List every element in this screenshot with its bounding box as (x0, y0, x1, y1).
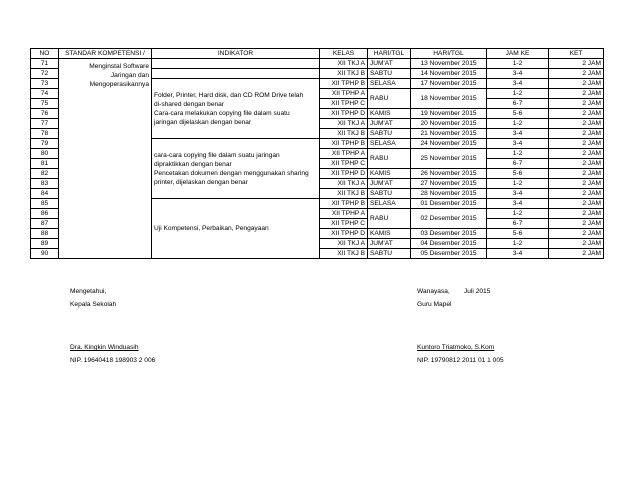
row-jam-ke: 3-4 (487, 79, 549, 89)
indikator-line: Pencetakan dokumen dengan menggunakan sharing (154, 169, 309, 177)
row-hari: RABU (368, 209, 411, 229)
row-hari: JUM'AT (368, 119, 411, 129)
row-jam-ke: 3-4 (487, 139, 549, 149)
row-kelas: XII TPHP A (320, 149, 368, 159)
row-kelas: XII TPHP C (320, 99, 368, 109)
row-kelas: XII TKJ B (320, 189, 368, 199)
header-standar-kompetensi: STANDAR KOMPETENSI / (59, 49, 152, 59)
row-hari: KAMIS (368, 109, 411, 119)
row-no: 82 (31, 169, 59, 179)
row-no: 86 (31, 209, 59, 219)
schedule-table-body (31, 59, 604, 259)
row-tanggal: 05 Desember 2015 (411, 249, 487, 259)
row-hari: RABU (368, 149, 411, 169)
row-kelas: XII TPHP D (320, 169, 368, 179)
row-hari: KAMIS (368, 229, 411, 239)
row-ket: 2 JAM (549, 159, 604, 169)
row-hari: SABTU (368, 69, 411, 79)
headmaster-role: Kepala Sekolah (70, 301, 117, 308)
header-jam-ke: JAM KE (487, 49, 549, 59)
row-kelas: XII TPHP B (320, 199, 368, 209)
row-tanggal: 18 November 2015 (411, 89, 487, 109)
row-ket: 2 JAM (549, 229, 604, 239)
row-jam-ke: 3-4 (487, 249, 549, 259)
standar-kompetensi-text (61, 59, 149, 89)
row-jam-ke: 6-7 (487, 219, 549, 229)
row-tanggal: 24 November 2015 (411, 139, 487, 149)
row-jam-ke: 5-6 (487, 169, 549, 179)
row-hari: KAMIS (368, 169, 411, 179)
row-tanggal: 02 Desember 2015 (411, 209, 487, 229)
row-tanggal: 03 Desember 2015 (411, 229, 487, 239)
row-tanggal: 27 November 2015 (411, 179, 487, 189)
row-no: 87 (31, 219, 59, 229)
row-tanggal: 13 November 2015 (411, 59, 487, 69)
date-text: Juli 2015 (464, 288, 491, 295)
row-ket: 2 JAM (549, 219, 604, 229)
indikator-line: Cara-cara melakukan copying file dalam suatu (154, 109, 290, 117)
header-no: NO (31, 49, 59, 59)
row-no: 74 (31, 89, 59, 99)
row-ket: 2 JAM (549, 119, 604, 129)
row-kelas: XII TPHP D (320, 109, 368, 119)
row-jam-ke: 5-6 (487, 109, 549, 119)
row-tanggal: 01 Desember 2015 (411, 199, 487, 209)
row-hari: JUM'AT (368, 239, 411, 249)
row-tanggal: 28 November 2015 (411, 189, 487, 199)
row-tanggal: 17 November 2015 (411, 79, 487, 89)
row-kelas: XII TKJ A (320, 239, 368, 249)
row-jam-ke: 1-2 (487, 239, 549, 249)
indikator-empty-cell (152, 59, 320, 69)
row-kelas: XII TPHP D (320, 229, 368, 239)
indikator-line: Folder, Printer, Hard disk, dan CD ROM Drive telah (154, 91, 304, 99)
row-ket: 2 JAM (549, 199, 604, 209)
row-no: 79 (31, 139, 59, 149)
row-jam-ke: 6-7 (487, 99, 549, 109)
schedule-document (30, 48, 603, 259)
row-no: 85 (31, 199, 59, 209)
row-tanggal: 14 November 2015 (411, 69, 487, 79)
row-jam-ke: 1-2 (487, 119, 549, 129)
indikator-cell (152, 79, 320, 139)
row-jam-ke: 3-4 (487, 199, 549, 209)
row-jam-ke: 3-4 (487, 129, 549, 139)
header-tgl: HARI/TGL (411, 49, 487, 59)
place-text: Wanayasa, (417, 288, 450, 295)
row-kelas: XII TPHP C (320, 219, 368, 229)
row-kelas: XII TKJ A (320, 119, 368, 129)
row-kelas: XII TKJ A (320, 59, 368, 69)
row-tanggal: 04 Desember 2015 (411, 239, 487, 249)
indikator-cell (152, 199, 320, 259)
headmaster-name: Dra. Kingkin Winduasih (70, 344, 139, 351)
row-ket: 2 JAM (549, 189, 604, 199)
row-ket: 2 JAM (549, 169, 604, 179)
row-hari: SELASA (368, 79, 411, 89)
row-hari: SABTU (368, 189, 411, 199)
row-ket: 2 JAM (549, 109, 604, 119)
table-row (31, 59, 604, 69)
row-no: 89 (31, 239, 59, 249)
indikator-line: jaringan dijelaskan dengan benar (154, 118, 252, 126)
row-no: 73 (31, 79, 59, 89)
row-hari: SABTU (368, 129, 411, 139)
row-jam-ke: 6-7 (487, 159, 549, 169)
row-kelas: XII TKJ B (320, 249, 368, 259)
row-hari: JUM'AT (368, 59, 411, 69)
row-ket: 2 JAM (549, 129, 604, 139)
indikator-line: Uji Kompetensi, Perbaikan, Pengayaan (154, 225, 269, 232)
row-kelas: XII TPHP C (320, 159, 368, 169)
row-tanggal: 20 November 2015 (411, 119, 487, 129)
row-jam-ke: 1-2 (487, 59, 549, 69)
indikator-empty-cell (152, 69, 320, 79)
row-ket: 2 JAM (549, 249, 604, 259)
row-tanggal: 19 November 2015 (411, 109, 487, 119)
row-no: 83 (31, 179, 59, 189)
row-no: 77 (31, 119, 59, 129)
row-hari: RABU (368, 89, 411, 109)
row-hari: SELASA (368, 139, 411, 149)
header-indikator: INDIKATOR (152, 49, 320, 59)
row-no: 78 (31, 129, 59, 139)
row-jam-ke: 1-2 (487, 209, 549, 219)
teacher-role: Guru Mapel (417, 301, 452, 308)
header-hari: HARI/TGL (368, 49, 411, 59)
row-no: 84 (31, 189, 59, 199)
row-kelas: XII TPHP A (320, 209, 368, 219)
teacher-name: Kuntoro Triatmoko, S.Kom (417, 344, 495, 351)
row-ket: 2 JAM (549, 69, 604, 79)
row-kelas: XII TPHP A (320, 89, 368, 99)
row-jam-ke: 5-6 (487, 229, 549, 239)
row-ket: 2 JAM (549, 209, 604, 219)
schedule-table (30, 48, 604, 259)
row-tanggal: 21 November 2015 (411, 129, 487, 139)
row-no: 80 (31, 149, 59, 159)
standar-kompetensi-line: Menginstal Software (89, 63, 149, 70)
row-ket: 2 JAM (549, 79, 604, 89)
indikator-line: di-shared dengan benar (154, 100, 225, 108)
row-ket: 2 JAM (549, 139, 604, 149)
header-ket: KET (549, 49, 604, 59)
row-hari: SELASA (368, 199, 411, 209)
greeting-text: Mengetahui, (70, 288, 107, 295)
row-ket: 2 JAM (549, 149, 604, 159)
row-jam-ke: 1-2 (487, 149, 549, 159)
row-no: 81 (31, 159, 59, 169)
row-no: 72 (31, 69, 59, 79)
row-jam-ke: 1-2 (487, 179, 549, 189)
row-ket: 2 JAM (549, 179, 604, 189)
row-hari: JUM'AT (368, 179, 411, 189)
row-jam-ke: 3-4 (487, 69, 549, 79)
row-jam-ke: 3-4 (487, 189, 549, 199)
row-no: 76 (31, 109, 59, 119)
standar-kompetensi-line: Jaringan dan (110, 72, 149, 79)
row-kelas: XII TKJ B (320, 129, 368, 139)
standar-kompetensi-line: Mengoperasikannya (89, 81, 149, 88)
row-kelas: XII TKJ A (320, 179, 368, 189)
row-tanggal: 26 November 2015 (411, 169, 487, 179)
row-ket: 2 JAM (549, 239, 604, 249)
table-header-row (31, 49, 604, 59)
row-no: 90 (31, 249, 59, 259)
row-no: 75 (31, 99, 59, 109)
header-kelas: KELAS (320, 49, 368, 59)
headmaster-nip: NIP. 19640418 198903 2 006 (70, 357, 156, 364)
row-kelas: XII TPHP B (320, 139, 368, 149)
row-ket: 2 JAM (549, 99, 604, 109)
indikator-line: dipraktikkan dengan benar (154, 160, 232, 168)
indikator-line: cara-cara copying file dalam suatu jaringan (154, 151, 280, 159)
indikator-line: printer, dijelaskan dengan benar (154, 178, 248, 186)
row-jam-ke: 1-2 (487, 89, 549, 99)
standar-kompetensi-cell (59, 59, 152, 259)
row-no: 88 (31, 229, 59, 239)
row-tanggal: 25 November 2015 (411, 149, 487, 169)
row-no: 71 (31, 59, 59, 69)
indikator-cell (152, 139, 320, 199)
row-ket: 2 JAM (549, 59, 604, 69)
row-ket: 2 JAM (549, 89, 604, 99)
teacher-nip: NIP. 19790812 2011 01 1 005 (417, 357, 504, 364)
row-hari: SABTU (368, 249, 411, 259)
row-kelas: XII TKJ B (320, 69, 368, 79)
row-kelas: XII TPHP B (320, 79, 368, 89)
